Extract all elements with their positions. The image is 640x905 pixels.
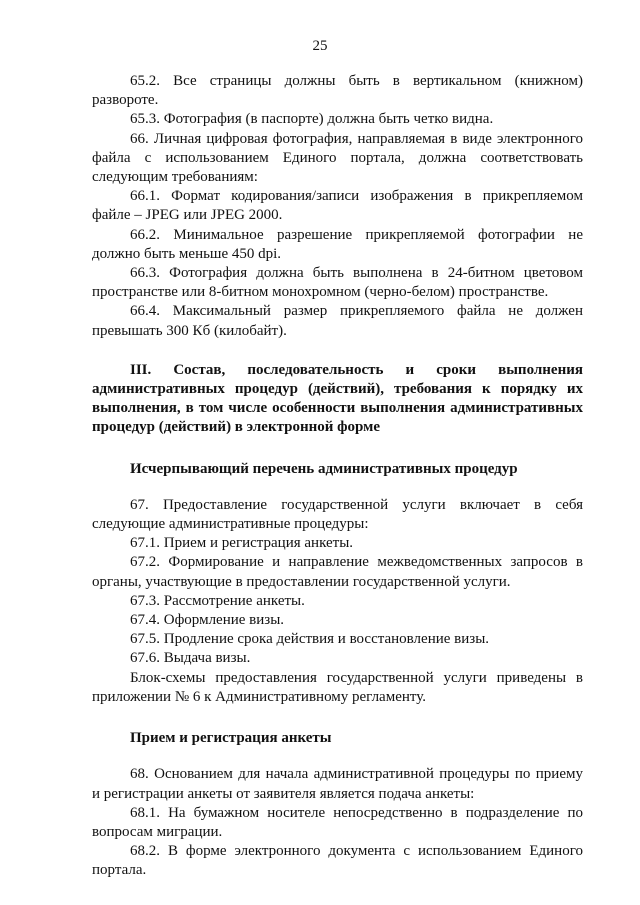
paragraph-67-5: 67.5. Продление срока действия и восстановление визы. [130,631,490,648]
paragraph-68: 68. Основанием для начала административной процедуры по приему и регистрации анкеты от заявителя является подача анкеты: [92,766,583,802]
paragraph-67-4: 67.4. Оформление визы. [130,612,285,629]
page-number: 25 [312,38,328,54]
paragraph-67: 67. Предоставление государственной услуги включает в себя следующие административные процедуры: [92,496,583,533]
paragraph-67-3: 67.3. Рассмотрение анкеты. [130,592,305,609]
paragraph-67-6: 67.6. Выдача визы. [130,650,251,667]
paragraph-66: 66. Личная цифровая фотография, направляемая в виде электронного файла с использованием Единого портала, должна соответствовать следующим требованиям: [92,130,583,186]
paragraph-65-2: 65.2. Все страницы должны быть в вертикальном (книжном) развороте. [92,73,583,109]
section-title: III. Состав, последовательность и сроки выполнения административных процедур (действий), требования к порядку их выполнения, в том числе особенности выполнения административных процедур (действий) в электронной форме [92,361,583,436]
paragraph-66-2: 66.2. Минимальное разрешение прикрепляемой фотографии не должно быть меньше 450 dpi. [92,226,583,262]
paragraph-66-1: 66.1. Формат кодирования/записи изображения в прикрепляемом файле – JPEG или JPEG 2000. [92,188,583,224]
paragraph-66-3: 66.3. Фотография должна быть выполнена в 24-битном цветовом пространстве или 8-битном монохромном (черно-белом) пространстве. [92,265,583,301]
paragraph-65-3: 65.3. Фотография (в паспорте) должна быть четко видна. [130,111,494,128]
document-body [92,72,583,881]
subsection-title-procedures: Исчерпывающий перечень административных процедур [130,460,518,477]
paragraph-block-schemes: Блок-схемы предоставления государственной услуги приведены в приложении № 6 к Административному регламенту. [92,669,583,705]
paragraph-67-2: 67.2. Формирование и направление межведомственных запросов в органы, участвующие в предоставлении государственной услуги. [92,554,583,590]
paragraph-67-1: 67.1. Прием и регистрация анкеты. [130,535,354,552]
paragraph-68-1: 68.1. На бумажном носителе непосредственно в подразделение по вопросам миграции. [92,804,583,840]
subsection-title-registration: Прием и регистрация анкеты [130,730,332,747]
paragraph-66-4: 66.4. Максимальный размер прикрепляемого файла не должен превышать 300 Кб (килобайт). [92,303,583,339]
paragraph-68-2: 68.2. В форме электронного документа с использованием Единого портала. [92,843,583,879]
